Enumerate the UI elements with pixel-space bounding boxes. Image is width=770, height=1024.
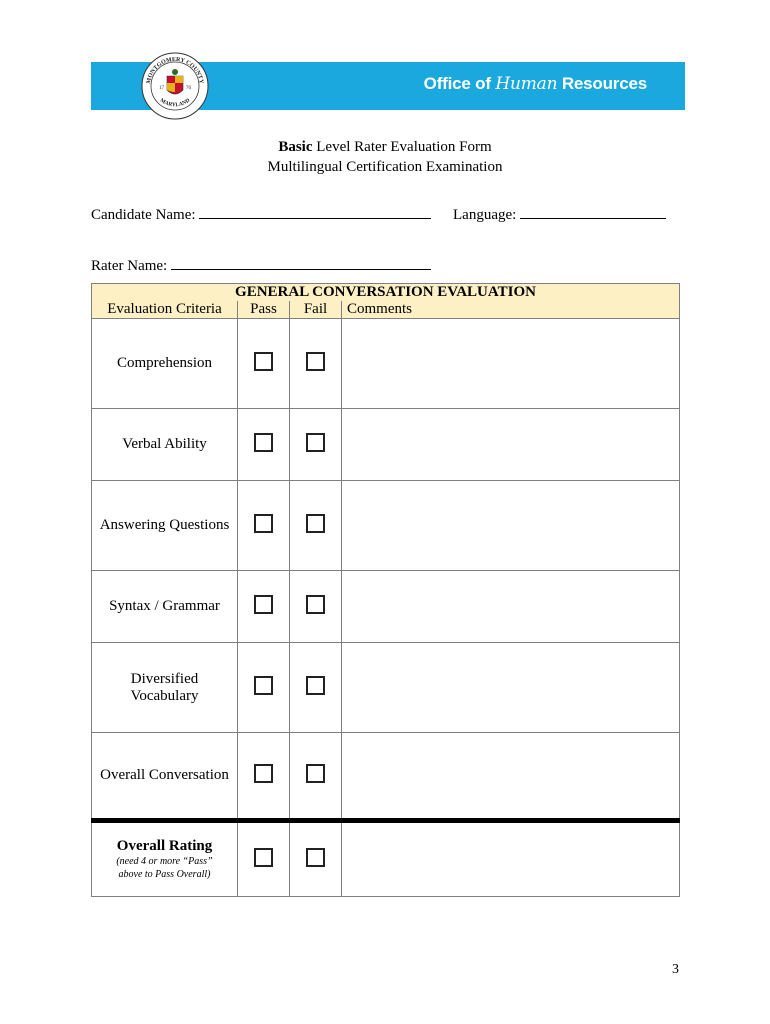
table-row <box>92 409 680 481</box>
svg-text:MONTGOMERY COUNTY: MONTGOMERY COUNTY <box>146 56 204 85</box>
table-row <box>92 643 680 733</box>
criteria-comprehension: Comprehension <box>92 319 238 409</box>
comments-cell[interactable] <box>342 643 680 733</box>
pass-checkbox[interactable] <box>254 595 273 614</box>
overall-rating-note-line1: (need 4 or more “Pass” <box>116 856 213 867</box>
criteria-overall-conversation: Overall Conversation <box>92 733 238 821</box>
comments-cell[interactable] <box>342 571 680 643</box>
overall-rating-row <box>92 821 680 897</box>
criteria-label-line2: Vocabulary <box>130 687 199 704</box>
language-blank[interactable] <box>520 204 666 219</box>
criteria-diversified-vocabulary <box>92 643 238 733</box>
title-line2: Multilingual Certification Examination <box>267 159 503 175</box>
candidate-name-blank[interactable] <box>199 204 431 219</box>
header-criteria: Evaluation Criteria <box>92 301 238 319</box>
fail-checkbox[interactable] <box>306 764 325 783</box>
header-fail: Fail <box>290 301 342 319</box>
comments-cell[interactable] <box>342 319 680 409</box>
pass-checkbox[interactable] <box>254 433 273 452</box>
pass-checkbox[interactable] <box>254 764 273 783</box>
table-title: GENERAL CONVERSATION EVALUATION <box>92 284 680 302</box>
svg-text:17: 17 <box>159 86 164 91</box>
evaluation-table <box>91 283 680 897</box>
rater-name-label: Rater Name: <box>91 258 168 274</box>
language-field <box>453 204 666 224</box>
rater-name-field <box>91 255 431 275</box>
rater-name-blank[interactable] <box>171 255 431 270</box>
table-row <box>92 571 680 643</box>
pass-checkbox[interactable] <box>254 352 273 371</box>
banner-script-word: Human <box>495 74 558 94</box>
header-pass: Pass <box>238 301 290 319</box>
svg-text:76: 76 <box>186 86 191 91</box>
banner-title <box>424 74 647 94</box>
county-seal-logo <box>141 52 209 120</box>
overall-rating-title: Overall Rating <box>116 838 213 854</box>
overall-comments-cell[interactable] <box>342 821 680 897</box>
criteria-verbal-ability: Verbal Ability <box>92 409 238 481</box>
table-row <box>92 733 680 821</box>
overall-rating-cell <box>92 821 238 897</box>
candidate-name-field <box>91 204 431 224</box>
table-row <box>92 319 680 409</box>
banner-suffix: Resources <box>557 74 647 93</box>
comments-cell[interactable] <box>342 733 680 821</box>
pass-checkbox[interactable] <box>254 676 273 695</box>
page-number: 3 <box>672 962 679 977</box>
banner-prefix: Office of <box>423 74 496 93</box>
fail-checkbox[interactable] <box>306 676 325 695</box>
title-bold-word: Basic <box>278 139 313 155</box>
comments-cell[interactable] <box>342 409 680 481</box>
fail-checkbox[interactable] <box>306 352 325 371</box>
overall-fail-checkbox[interactable] <box>306 848 325 867</box>
language-label: Language: <box>453 207 517 223</box>
overall-pass-checkbox[interactable] <box>254 848 273 867</box>
overall-rating-note-line2: above to Pass Overall) <box>118 869 211 880</box>
fail-checkbox[interactable] <box>306 514 325 533</box>
table-row <box>92 481 680 571</box>
svg-text:MARYLAND: MARYLAND <box>158 97 192 109</box>
header-comments: Comments <box>342 301 680 319</box>
comments-cell[interactable] <box>342 481 680 571</box>
title-line1: Level Rater Evaluation Form <box>312 139 492 155</box>
criteria-label-line1: Diversified <box>130 670 199 687</box>
criteria-syntax-grammar: Syntax / Grammar <box>92 571 238 643</box>
pass-checkbox[interactable] <box>254 514 273 533</box>
form-title <box>0 137 770 177</box>
candidate-name-label: Candidate Name: <box>91 207 196 223</box>
fail-checkbox[interactable] <box>306 595 325 614</box>
criteria-answering-questions: Answering Questions <box>92 481 238 571</box>
fail-checkbox[interactable] <box>306 433 325 452</box>
